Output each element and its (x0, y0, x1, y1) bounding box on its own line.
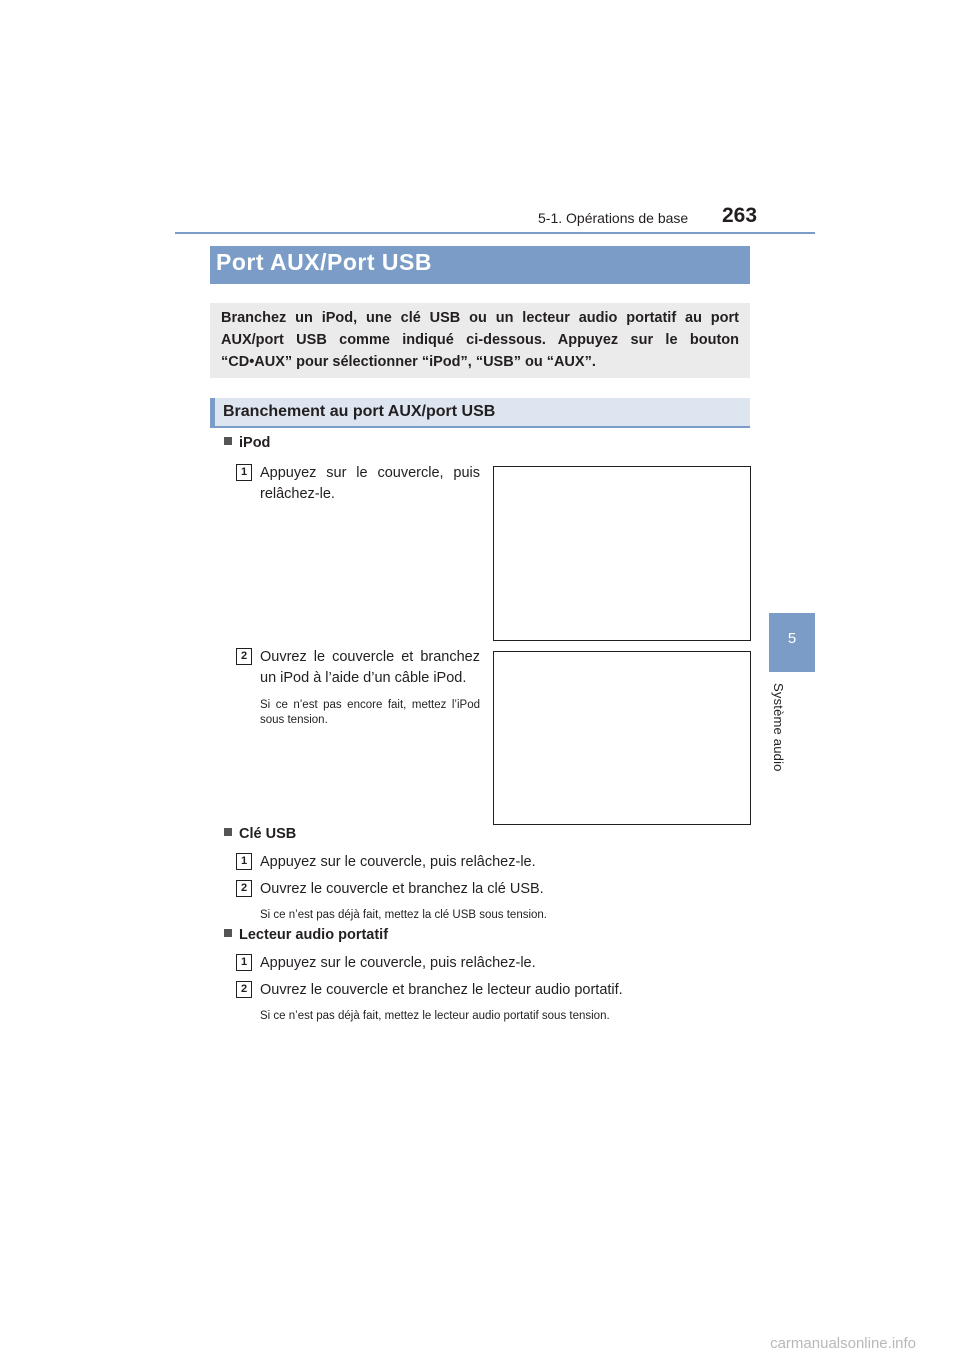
section-heading-accent (210, 398, 215, 426)
step-note-ipod-2: Si ce n’est pas encore fait, mettez l’iPod sous tension. (260, 699, 480, 726)
intro-text: Branchez un iPod, une clé USB ou un lecteur audio portatif au port AUX/port USB comme indiqué ci-dessous. Appuyez sur le bouton “CD•AUX” pour sélectionner “iPod”, “USB” ou “AUX”. (221, 310, 739, 370)
bullet-square-icon (224, 929, 232, 937)
header-section-title: 5-1. Opérations de base (538, 210, 689, 226)
bullet-heading-usb (224, 826, 296, 842)
step-badge-ipod-1: 1 (236, 464, 252, 481)
figure-ipod-step-1 (493, 466, 751, 641)
page-number: 263 (722, 204, 758, 227)
step-text-usb-2: Ouvrez le couvercle et branchez la clé USB. (260, 881, 544, 897)
step-note-usb-2: Si ce n’est pas déjà fait, mettez la clé USB sous tension. (260, 909, 548, 921)
header-divider (175, 232, 815, 234)
bullet-heading-portable (224, 927, 388, 943)
bullet-heading-ipod-text: iPod (239, 435, 271, 451)
bullet-heading-usb-text: Clé USB (239, 826, 297, 842)
page-title: Port AUX/Port USB (216, 249, 432, 275)
step-badge-usb-2: 2 (236, 880, 252, 897)
step-badge-usb-1: 1 (236, 853, 252, 870)
chapter-tab-label: Système audio (771, 683, 786, 772)
step-text-portable-2: Ouvrez le couvercle et branchez le lecteur audio portatif. (260, 982, 623, 998)
bullet-heading-ipod (224, 435, 270, 451)
bullet-square-icon (224, 437, 232, 445)
section-heading-underline (210, 426, 750, 428)
bullet-heading-portable-text: Lecteur audio portatif (239, 927, 389, 943)
step-badge-portable-2: 2 (236, 981, 252, 998)
section-heading: Branchement au port AUX/port USB (223, 403, 496, 420)
step-text-portable-1: Appuyez sur le couvercle, puis relâchez-le. (260, 955, 536, 971)
step-badge-portable-1: 1 (236, 954, 252, 971)
step-text-ipod-1: Appuyez sur le couvercle, puis relâchez-le. (260, 465, 480, 502)
step-badge-ipod-2: 2 (236, 648, 252, 665)
figure-ipod-step-2 (493, 651, 751, 825)
bullet-square-icon (224, 828, 232, 836)
step-text-ipod-2: Ouvrez le couvercle et branchez un iPod à l’aide d’un câble iPod. (260, 649, 480, 686)
step-text-usb-1: Appuyez sur le couvercle, puis relâchez-le. (260, 854, 536, 870)
step-note-portable-2: Si ce n’est pas déjà fait, mettez le lecteur audio portatif sous tension. (260, 1010, 610, 1022)
chapter-tab-number: 5 (787, 630, 797, 647)
watermark: carmanualsonline.info (770, 1335, 916, 1352)
